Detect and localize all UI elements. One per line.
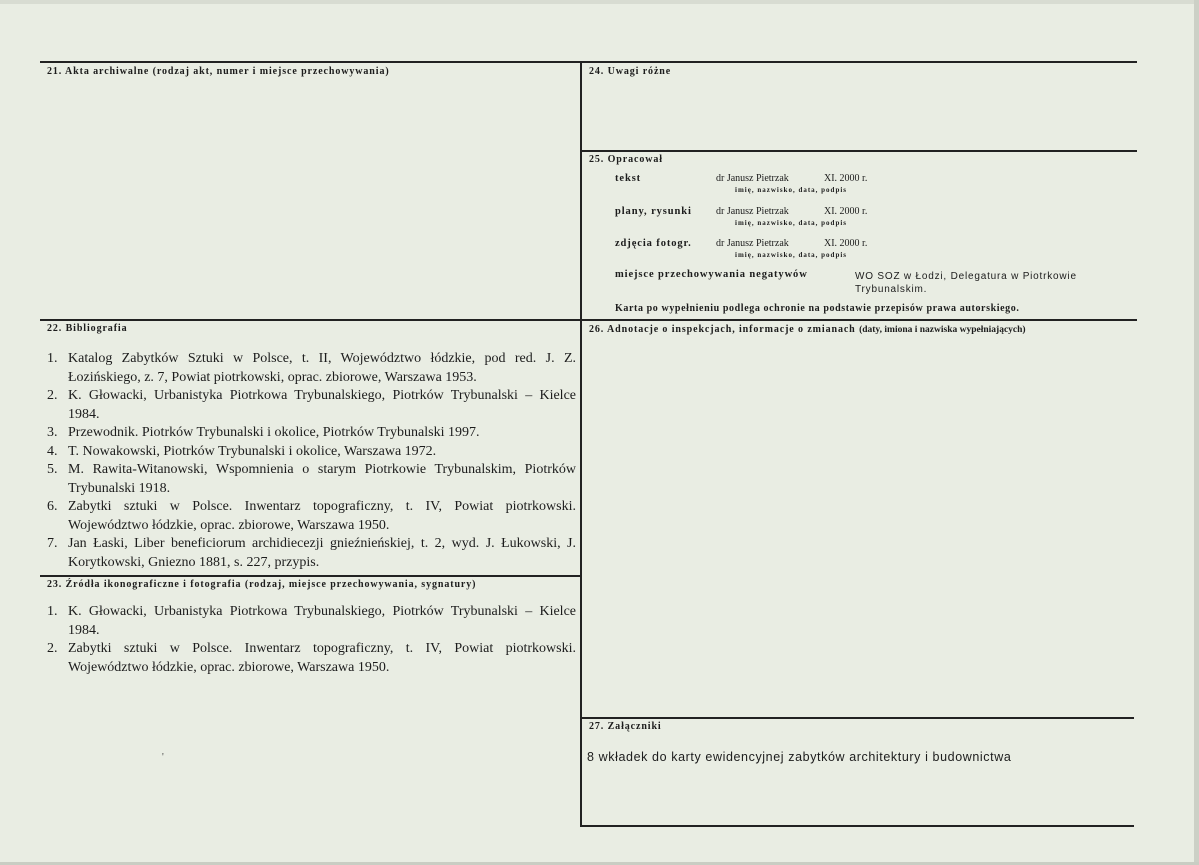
prepared-name-photos: dr Janusz Pietrzak bbox=[716, 238, 789, 249]
section-21-title: 21. Akta archiwalne (rodzaj akt, numer i miejsce przechowywania) bbox=[47, 66, 390, 77]
list-item bbox=[47, 603, 576, 640]
list-item-text: Przewodnik. Piotrków Trybunalski i okolice, Piotrków Trybunalski 1997. bbox=[68, 425, 480, 440]
list-item-text: M. Rawita-Witanowski, Wspomnienia o starym Piotrkowie Trybunalskim, Piotrków Trybunalski 1918. bbox=[68, 462, 576, 496]
list-item bbox=[47, 498, 576, 535]
list-item-number: 4. bbox=[47, 443, 58, 459]
list-item-number: 1. bbox=[47, 351, 58, 366]
prepared-label-drawings: plany, rysunki bbox=[615, 206, 692, 217]
list-item-text: K. Głowacki, Urbanistyka Piotrkowa Trybunalskiego, Piotrków Trybunalski – Kielce 1984. bbox=[68, 604, 576, 638]
list-item-text: K. Głowacki, Urbanistyka Piotrkowa Trybunalskiego, Piotrków Trybunalski – Kielce 1984. bbox=[68, 388, 576, 422]
section-27-title: 27. Załączniki bbox=[589, 721, 662, 732]
attachments-text: 8 wkładek do karty ewidencyjnej zabytków architektury i budownictwa bbox=[587, 750, 1012, 764]
list-item-number: 2. bbox=[47, 388, 58, 403]
list-item-text: T. Nowakowski, Piotrków Trybunalski i okolice, Warszawa 1972. bbox=[68, 443, 437, 459]
negatives-location: WO SOZ w Łodzi, Delegatura w Piotrkowie Trybunalskim. bbox=[855, 271, 1077, 295]
list-item bbox=[47, 535, 576, 572]
list-item-number: 6. bbox=[47, 499, 58, 514]
bibliography-list bbox=[47, 350, 576, 572]
list-item-number: 2. bbox=[47, 641, 58, 656]
prepared-label-photos: zdjęcia fotogr. bbox=[615, 238, 692, 249]
list-item-number: 1. bbox=[47, 604, 58, 619]
list-item-number: 7. bbox=[47, 536, 58, 551]
list-item bbox=[47, 350, 576, 387]
list-item-number: 5. bbox=[47, 462, 58, 477]
list-item bbox=[47, 443, 576, 462]
center-divider bbox=[580, 61, 582, 827]
list-item-text: Jan Łaski, Liber beneficiorum archidiecezji gnieźnieńskiej, t. 2, wyd. J. Łukowski, J. Korytkowski, Gniezno 1881, s. 227, przypis. bbox=[68, 536, 576, 570]
prepared-name-text: dr Janusz Pietrzak bbox=[716, 173, 789, 184]
rule-24-25 bbox=[581, 150, 1137, 152]
card-top-edge bbox=[0, 0, 1199, 4]
section-24-title: 24. Uwagi różne bbox=[589, 66, 672, 77]
prepared-caption-drawings: imię, nazwisko, data, podpis bbox=[735, 219, 848, 227]
section-22-title: 22. Bibliografia bbox=[47, 323, 128, 334]
list-item-number: 3. bbox=[47, 425, 58, 440]
list-item bbox=[47, 424, 576, 443]
card-right-edge bbox=[1194, 0, 1199, 865]
rule-22-23 bbox=[40, 575, 580, 577]
section-25-title: 25. Opracował bbox=[589, 154, 663, 165]
list-item bbox=[47, 387, 576, 424]
list-item-text: Katalog Zabytków Sztuki w Polsce, t. II, Województwo łódzkie, pod red. J. Z. Łozińskiego, z. 7, Powiat piotrkowski, oprac. zbiorowe, Warszawa 1953. bbox=[68, 351, 576, 385]
iconography-list bbox=[47, 603, 576, 677]
top-rule bbox=[40, 61, 1137, 63]
rule-21-22-25-26 bbox=[40, 319, 1137, 321]
rule-26-27 bbox=[581, 717, 1134, 719]
section-26-title bbox=[589, 324, 1026, 335]
prepared-label-text: tekst bbox=[615, 173, 642, 184]
copyright-notice: Karta po wypełnieniu podlega ochronie na podstawie przepisów prawa autorskiego. bbox=[615, 303, 1020, 314]
prepared-date-text: XI. 2000 r. bbox=[824, 173, 868, 184]
scan-speck: ' bbox=[162, 752, 164, 763]
section-26-title-sub: (daty, imiona i nazwiska wypełniających) bbox=[859, 325, 1026, 335]
prepared-date-photos: XI. 2000 r. bbox=[824, 238, 868, 249]
section-23-title: 23. Źródła ikonograficzne i fotografia (rodzaj, miejsce przechowywania, sygnatury) bbox=[47, 579, 477, 590]
list-item-text: Zabytki sztuki w Polsce. Inwentarz topograficzny, t. IV, Powiat piotrkowski. Województwo łódzkie, oprac. zbiorowe, Warszawa 1950. bbox=[68, 641, 576, 675]
prepared-caption-photos: imię, nazwisko, data, podpis bbox=[735, 251, 848, 259]
bottom-rule-right bbox=[581, 825, 1134, 827]
prepared-date-drawings: XI. 2000 r. bbox=[824, 206, 868, 217]
negatives-label: miejsce przechowywania negatywów bbox=[615, 269, 808, 280]
prepared-caption-text: imię, nazwisko, data, podpis bbox=[735, 186, 848, 194]
section-26-title-main: 26. Adnotacje o inspekcjach, informacje o zmianach bbox=[589, 324, 856, 335]
list-item bbox=[47, 461, 576, 498]
list-item bbox=[47, 640, 576, 677]
prepared-name-drawings: dr Janusz Pietrzak bbox=[716, 206, 789, 217]
list-item-text: Zabytki sztuki w Polsce. Inwentarz topograficzny, t. IV, Powiat piotrkowski. Województwo łódzkie, oprac. zbiorowe, Warszawa 1950. bbox=[68, 499, 576, 533]
